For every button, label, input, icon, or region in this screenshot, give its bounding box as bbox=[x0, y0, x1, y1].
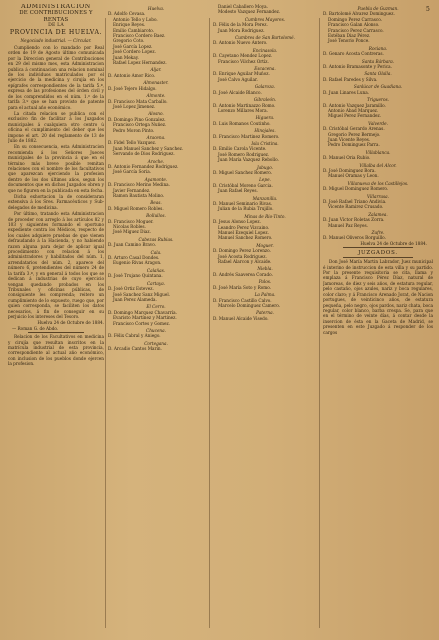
town-heading: Cartaya. bbox=[146, 280, 166, 286]
facultativo-name: D. Juan Linares Luna. bbox=[323, 89, 370, 95]
facultativo-name: D. Antonio Fernandez Rodriguez. bbox=[108, 163, 179, 169]
admin-heading-line: DE CONTRIBUCIONES Y RENTAS bbox=[19, 10, 93, 23]
town-heading: Almonte. bbox=[146, 93, 166, 99]
facultativo-name: Juan María Vazquez Rebollo. bbox=[218, 157, 279, 163]
facultativo-name: D. José María Soto y Romo. bbox=[213, 284, 272, 290]
facultativo-name: D. Miguel Sanchez Romero. bbox=[213, 169, 273, 175]
town-heading: El Cerro. bbox=[146, 304, 166, 310]
column-list-3 bbox=[213, 4, 317, 321]
facultativo-name: D. Genaro Acosta Contreras. bbox=[323, 51, 384, 57]
facultativo-name: D. Félix Cabral y Aniego. bbox=[108, 333, 161, 339]
juzgados-paragraph: Don José María Martin Labrador, Juez municipal é interino de instruccion de esta villa y su partido. Por la presente requisitoria se cita, llama y emplaza á Francisco Pérez Díaz, natural de Jamoreas, de diez y seis años, de estatura regular, pelo castaño, ojos azules, nariz y boca regulares, color claro; y á Francisco Arenado Jorat, de Nacion portugues, de veinticinco años, de estatura pequeña, pelo negro, ojos pardos, nariz chata, boca regular, color blanco, barba crespa. Se, para que en el término de veinte días, á contar desde la insercion de ésta en la Gaceta de Madrid, se presenten en este Juzgado á responder de los cargos bbox=[323, 259, 433, 335]
juzgados-heading: JUZGADOS. bbox=[358, 250, 398, 257]
town-heading: Aroche. bbox=[147, 158, 165, 164]
town-heading: Higuera. bbox=[255, 115, 275, 121]
facultativo-name: D. Miguel Dominguez Romero. bbox=[323, 186, 389, 192]
town-heading: Paterna. bbox=[256, 310, 274, 316]
facultativo-name: D. Francisco Martinez Romero. bbox=[213, 133, 280, 139]
town-heading: Santa Bárbara. bbox=[361, 58, 395, 64]
facultativo-name: Francisco Vilchez Ortíz. bbox=[218, 58, 269, 64]
admin-paragraph: Cumpliendo con lo mandado por Real orden de 19 de Agosto último comunicada por la Direccion general de Contribuciones en 29 del mismo mes, esta Administracion publica á continuacion una relacion nominal de los individuos matriculados por el ejercicio de la medicina y cirujía en los epígrafes correspondientes de la tarifa 5.ª, expresa de las profesiones del órden civil y de los comprendidos en el núm. 1.º de la tarifa 3.º que se han provisto de patente para el actual año económico. bbox=[8, 45, 104, 110]
facultativo-name: D. Francisco Moguer. bbox=[108, 218, 154, 224]
town-heading: Ayamonte. bbox=[144, 176, 168, 182]
facultativo-name: D. Bartolomé Alvarez Dominguez. bbox=[323, 11, 395, 17]
town-heading: Isla Cristina. bbox=[251, 140, 279, 146]
facultativo-name: Vicente Ramirez Crusado. bbox=[328, 204, 384, 210]
facultativo-name: Francisco Cordero Baez. bbox=[113, 33, 166, 39]
facultativo-name: D. Antonio Nuevo Antero. bbox=[213, 40, 268, 46]
town-heading: Villanueva de los Castillejos. bbox=[347, 180, 409, 186]
facultativo-name: Estéban Diaz Pérez. bbox=[328, 33, 371, 39]
facultativo-name: Juan Mekay. bbox=[113, 54, 139, 60]
town-heading: Lepe. bbox=[259, 177, 271, 183]
town-heading: Chucena. bbox=[146, 327, 166, 333]
divider bbox=[28, 332, 84, 333]
town-heading: Cumbres de San Bartolomé. bbox=[235, 35, 295, 41]
town-heading: Zalamea. bbox=[368, 211, 388, 217]
facultativo-name: D. Antonio Bramasonte y Perica. bbox=[323, 64, 392, 70]
facultativo-name: Ramon Bautista Molino. bbox=[113, 193, 165, 198]
facultativo-name: Juan Mora Rodriguez. bbox=[218, 27, 265, 33]
town-heading: Villalba del Alcor. bbox=[359, 162, 397, 168]
column-list-2 bbox=[108, 4, 204, 352]
facultativo-name: Francisco Perez Carrasco. bbox=[328, 27, 384, 33]
facultativo-name: Nicolas Robles. bbox=[113, 224, 146, 230]
facultativo-name: D. Andrés Saaverea Corado. bbox=[213, 271, 273, 277]
town-heading: Villablanca. bbox=[365, 149, 391, 155]
facultativo-name: D. Miguel Romero Robles. bbox=[108, 205, 164, 211]
facultativo-name: Antonio Abad Marquez. bbox=[328, 107, 379, 113]
town-heading: Moguer. bbox=[256, 242, 274, 248]
facultativo-name: D. Manuel Oria Rubio. bbox=[323, 155, 371, 161]
facultativo-name: Rafael Alarcon y Alcaide. bbox=[218, 259, 272, 265]
facultativo-name: D. Enrique Aguilar Muñoz. bbox=[213, 71, 270, 77]
facultativo-name: Juan Rafael Reyes. bbox=[218, 188, 258, 194]
town-heading: Encinasola. bbox=[252, 47, 278, 53]
town-heading: Galaroza. bbox=[254, 84, 276, 90]
facultativo-name: D. Domingo Pino Gonzalez. bbox=[108, 116, 166, 122]
facultativo-name: D. Manuel Seminario Rivas. bbox=[213, 201, 273, 206]
facultativo-name: D. Francisco Castillo Calvo. bbox=[213, 297, 272, 303]
facultativo-name: Francisco Cortes y Gomez. bbox=[113, 320, 171, 326]
facultativo-name: José Sanchez Sanz Miguel. bbox=[113, 291, 171, 297]
town-heading: Gibraleón. bbox=[253, 97, 277, 103]
facultativo-name: D. José Tejero Hidalgo. bbox=[108, 85, 157, 91]
facultativo-name: Manuel Oramas y Leon. bbox=[328, 173, 379, 179]
facultativo-name: D. Félix de la Mora Perez. bbox=[213, 22, 268, 28]
town-heading: Zufre. bbox=[371, 230, 385, 236]
facultativo-name: D. Antonio Vazquez Jaramillo. bbox=[323, 102, 386, 108]
town-heading: Escacena. bbox=[254, 66, 276, 72]
column-rule bbox=[209, 18, 210, 628]
town-heading: Hinojales. bbox=[254, 128, 276, 134]
facultativo-name: Miguel Perez Fernandez. bbox=[328, 113, 382, 119]
town-heading: Jabugo. bbox=[256, 164, 273, 170]
town-heading: Sanlúcar de Guadiana. bbox=[353, 84, 403, 90]
facultativo-name: D. José Rafael Triano Andivia. bbox=[323, 199, 387, 204]
facultativo-name: Gregorio Coto. bbox=[113, 38, 145, 44]
column-list-4 bbox=[323, 4, 433, 336]
town-heading: Rociana. bbox=[368, 45, 388, 51]
facultativo-name: D. José Ortiz Estevez. bbox=[108, 286, 154, 292]
facultativo-name: Enrique Reyes. bbox=[113, 22, 146, 28]
town-heading: Huelva. bbox=[147, 6, 165, 11]
town-heading: Puebla de Guzman. bbox=[357, 6, 399, 11]
town-heading: Alosno. bbox=[148, 111, 164, 117]
facultativo-name: Rafael Lopez Hernandez. bbox=[113, 60, 167, 66]
facultativo-name: José Lopez Jimenez. bbox=[113, 103, 156, 109]
relacion-paragraph: Relacion de los Facultativos en medicina y cirujía que resultan inscritos en la matrícula industrial de esta provincia, correspondiente al actual año económico, con inclusion de los pueblos donde ejercen la profesion. bbox=[8, 334, 104, 367]
facultativo-name: D. Rafael Paredes y Silva. bbox=[323, 76, 378, 82]
town-heading: Trigueros. bbox=[367, 97, 389, 103]
facultativo-name: D. Antonio Martinazzo Romo. bbox=[213, 102, 276, 108]
facultativo-name: Javier Fernandez. bbox=[113, 187, 151, 193]
admin-heading-line: ADMINISTRACION bbox=[21, 4, 91, 10]
town-heading: Valverde. bbox=[368, 120, 388, 126]
facultativo-name: D. Antonio Amor Rico. bbox=[108, 72, 156, 78]
facultativo-name: José Acosta Rodriguez. bbox=[218, 253, 267, 259]
facultativo-name: Evaristo Martínez y Martinez. bbox=[113, 315, 177, 321]
facultativo-name: José Miguez Diaz. bbox=[113, 229, 151, 235]
facultativo-name: D. Emilio Carola Vicente. bbox=[213, 146, 267, 152]
facultativo-name: Servando de Dios Rodriguez. bbox=[113, 151, 175, 157]
divider bbox=[343, 257, 413, 258]
facultativo-name: Manuel Paz Reyes. bbox=[328, 222, 368, 228]
facultativo-name: D. Domingo Perez Lorenzo. bbox=[213, 248, 271, 254]
facultativo-name: D. Arcadio Cantos Marín. bbox=[108, 346, 162, 352]
town-list bbox=[323, 6, 433, 241]
facultativo-name: Juan Perez Alameda. bbox=[113, 296, 157, 302]
facultativo-name: Modesto Vazquez Fernandez. bbox=[218, 9, 281, 15]
town-heading: Villarrasa. bbox=[367, 193, 389, 199]
admin-heading-line: DE LA bbox=[48, 23, 64, 29]
admin-date: Huelva 24 de Octubre de 1884. bbox=[37, 320, 104, 326]
facultativo-name: Manuel Sanchez Romero. bbox=[218, 235, 273, 241]
facultativo-name: José Calvo Aguilar. bbox=[218, 76, 258, 82]
facultativo-name: Juan Vicente Reyes. bbox=[328, 136, 371, 142]
town-heading: Cabezas Rubias. bbox=[138, 236, 174, 242]
facultativo-name: Juan Manuel Sanchez y Sanchez. bbox=[113, 145, 184, 151]
town-heading: Cala. bbox=[150, 249, 162, 255]
town-heading: Santa Olalla. bbox=[364, 71, 392, 77]
page-number: 5 bbox=[426, 6, 430, 13]
town-heading: Aracena. bbox=[146, 134, 166, 140]
column-rule bbox=[319, 18, 320, 628]
facultativo-name: D. Manuel Alcaide Visedo. bbox=[213, 315, 269, 321]
admin-paragraph: Dicha exhortacion la de consideraran extensiva á los Sres. Farmacéuticos y Sub-delegados de medicina. bbox=[8, 194, 104, 210]
facultativo-name: Eugenio Rivas Aragon. bbox=[113, 260, 162, 266]
facultativo-name: Antonio Tello y Lobo. bbox=[113, 16, 158, 22]
facultativo-name: José Cordero Lopez. bbox=[113, 49, 156, 55]
column-rule bbox=[105, 18, 106, 628]
facultativo-name: Domingo Perez Carrasco. bbox=[328, 16, 383, 22]
facultativo-name: Francisco Galan Alonso. bbox=[328, 22, 380, 28]
admin-paragraph: En su consecuencia, esta Administracion recomienda á los Señores Jueces municipales de la provincia á que en el término más breve posible remitan relaciones con el nombre de los facultativos que aparezcan ejerciendo la profesion dentro de los dos últimos años, segun los documentos que en dichos Juzgados obren y que no figuren en la publicada en esta fecha. bbox=[8, 144, 104, 193]
facultativo-name: Pedro Moron Pinto. bbox=[113, 127, 155, 133]
facultativo-name: Julian de la Rubia Trujillo. bbox=[218, 206, 274, 212]
facultativo-name: D. Juan Víctor Roletas Zorra. bbox=[323, 217, 385, 223]
admin-paragraph: Por último, tratando esta Administracion de proceder con arreglo á los artículos 82 y 103 y siguientes formando el oportuno expediente contra los Médicos, respecto de los cuales adquiere pruebas de que vienen defraudando á la Hacienda, y no habiendo razon alguna para dejar de aplicar igual procedimiento con relacion á los administradores y habilitados del núm. 1, arrendatarios del núm. 2, aparece del número 6, pretendientes del número 24 de la tarifa 3.ª, y en general á todos los que se dedican á industrias de cuyo ejercicio vengan quedando probados en los Tribunales y oficinas públicas, de consiguiente les comprenda; reitero un cumplimiento de lo expuesto, ruego que, por quien corresponda, se faciliten los datos necesarios, á fin de conseguir en su perjuicio los intereses del Tesoro. bbox=[8, 211, 104, 319]
facultativo-name: Pedro Dominguez Parra. bbox=[328, 142, 380, 148]
facultativo-name: D. Cristóbal Gerardo Arenas. bbox=[323, 126, 385, 132]
facultativo-name: D. Fidel Tello Vazquez. bbox=[108, 140, 157, 146]
facultativo-name: D. Francisco Mata Carballo. bbox=[108, 98, 168, 104]
facultativo-name: D. José Trujano Quintana. bbox=[108, 273, 163, 279]
facultativo-name: Francisco Ortega Nuñez. bbox=[113, 122, 167, 128]
town-heading: Palos. bbox=[258, 279, 272, 285]
town-heading: Minas de Rio-Tinto. bbox=[244, 213, 286, 219]
town-heading: Cumbres Mayores. bbox=[244, 16, 286, 22]
town-heading: Aljar. bbox=[150, 67, 162, 73]
facultativo-name: D. José Alcaide Blanco. bbox=[213, 89, 262, 95]
facultativo-name: Lorenzo Millares Mora. bbox=[218, 107, 268, 113]
facultativo-name: D. Cristóbal Moreno Garcia. bbox=[213, 182, 273, 188]
facultativo-name: D. José Dominguez Bora. bbox=[323, 167, 376, 173]
facultativo-name: José Romero Rodriguez. bbox=[218, 151, 270, 157]
town-heading: Beas. bbox=[150, 200, 162, 206]
facultativo-name: D. Adolfo Cevasa. bbox=[108, 11, 146, 17]
town-heading: Bollullos. bbox=[146, 213, 166, 219]
list-closing-date: Huelva 24 de Octubre de 1884. bbox=[360, 240, 427, 246]
town-heading: Calañas. bbox=[146, 267, 166, 273]
facultativo-name: Gregorio Perez Bermejo. bbox=[328, 131, 381, 137]
facultativo-name: D. Domingo Marquez Chavarría. bbox=[108, 309, 177, 315]
facultativo-name: D. Francisco Merino Medina. bbox=[108, 182, 170, 188]
facultativo-name: José García Lopez. bbox=[113, 43, 153, 49]
facultativo-name: Marcelo Dominguez Camero. bbox=[218, 302, 281, 308]
facultativo-name: D. Cayetano Mendez Lopez. bbox=[213, 53, 273, 59]
facultativo-name: Emilio Cambiaroto. bbox=[113, 27, 155, 33]
facultativo-name: D. Arturo Casal Dondes. bbox=[108, 255, 160, 261]
facultativo-name: D. Juan Camino Bravo. bbox=[108, 242, 157, 248]
facultativo-name: Daniel Caballero Moya. bbox=[218, 4, 268, 9]
town-heading: Cortegana. bbox=[144, 340, 168, 346]
facultativo-name: D. Luis Romanos Coutinho. bbox=[213, 120, 271, 126]
admin-signature: — Roman G. de Abdo. bbox=[12, 325, 59, 331]
divider bbox=[343, 247, 413, 248]
facultativo-name: Manuel Ezequiel Lopez. bbox=[218, 230, 269, 236]
town-heading: Niebla. bbox=[257, 266, 273, 272]
town-heading: Almonaster. bbox=[143, 80, 169, 86]
facultativo-name: D. Manuel Oliveros Borguillo. bbox=[323, 235, 386, 241]
admin-heading-line: PROVINCIA DE HUELVA. bbox=[9, 28, 103, 36]
facultativo-name: José García Soria. bbox=[113, 169, 152, 175]
facultativo-name: Leandro Perez Vizcaino. bbox=[218, 224, 270, 230]
facultativo-name: José Tenorio Ponce. bbox=[328, 38, 370, 44]
admin-subheading: Negociado industrial. — Circular. bbox=[20, 38, 92, 44]
facultativo-name: D. Jesus Alonso Lopez. bbox=[213, 219, 261, 225]
town-heading: La Palma. bbox=[254, 292, 276, 298]
admin-paragraph: La citada relacion se publica con el exclusivo fin de facilitar á los Juzgados municipales á cualquiera otro centro ú oficina el cumplimiento del deber que les impone el art. 20 del reglamento de 13 de Julio de 1882. bbox=[8, 110, 104, 143]
town-heading: Manzanilla. bbox=[252, 195, 278, 201]
column-administracion bbox=[8, 4, 104, 368]
